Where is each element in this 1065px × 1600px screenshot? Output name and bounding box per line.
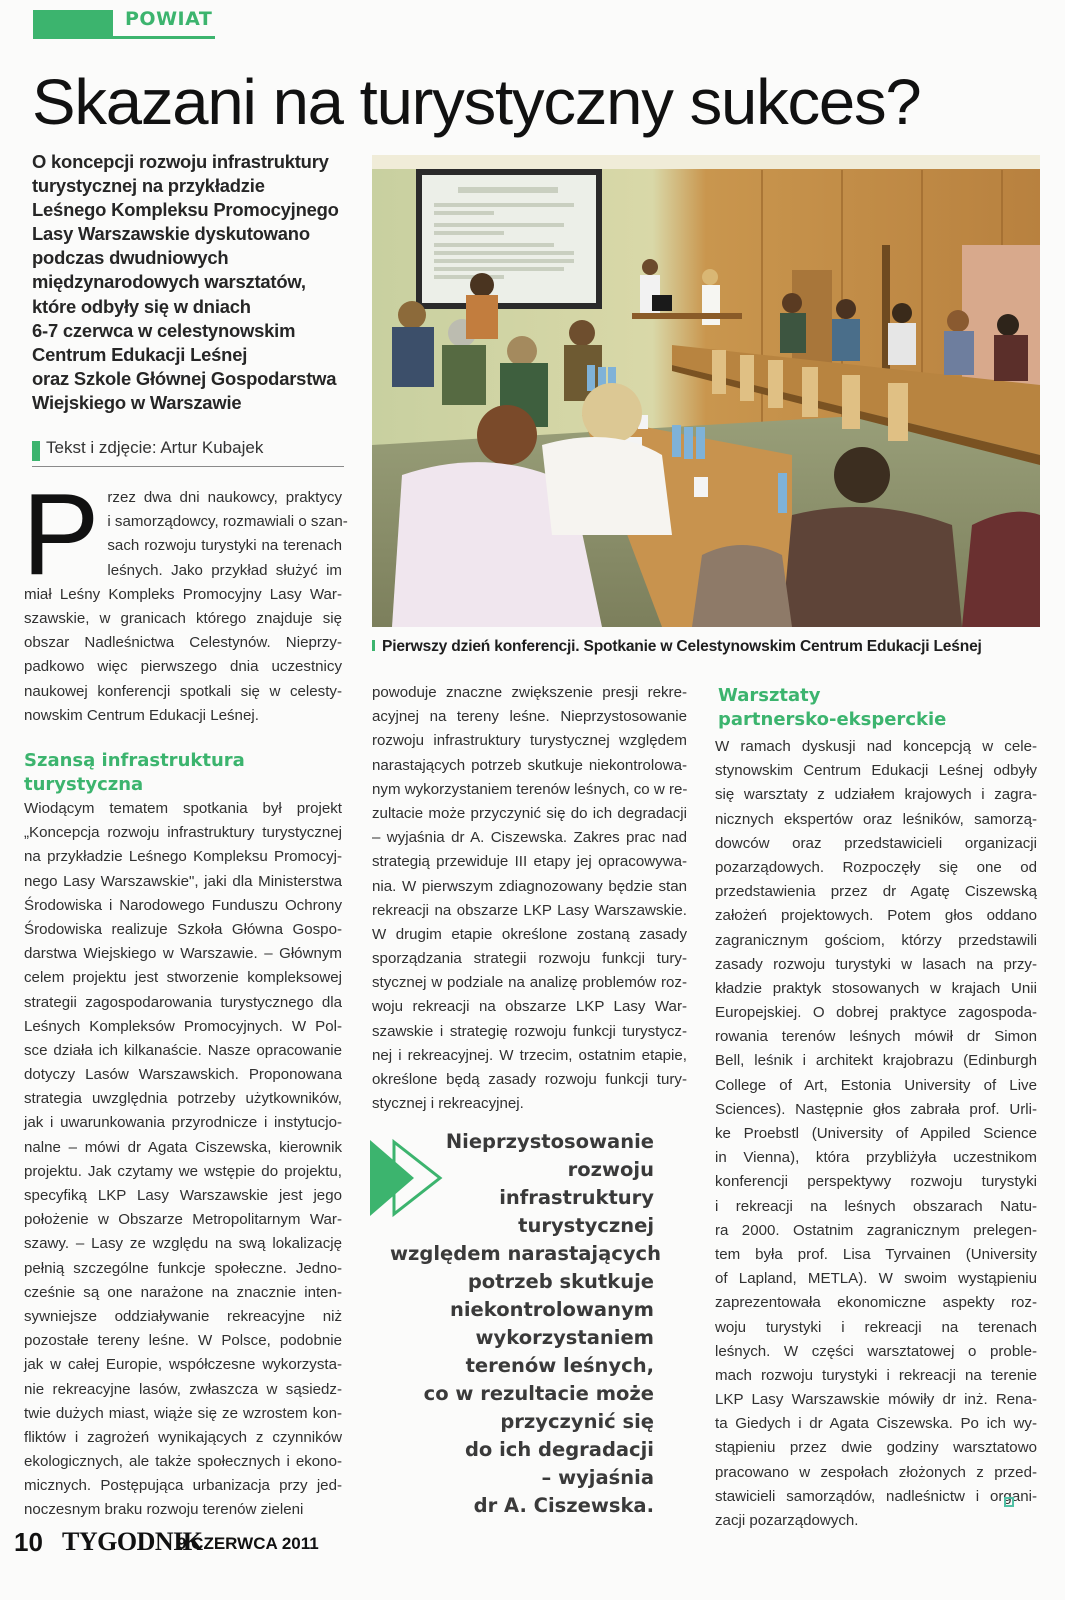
text-line: nego Lasy Warszawskie", jaki dla Ministerstwa — [24, 872, 342, 890]
text-line: na przykładzie Leśnego Kompleksu Promocyj- — [24, 848, 342, 866]
text-line: nicznych ekspertów oraz leśników, samorzą- — [715, 810, 1037, 828]
text-line: Europejskiej. O dobrej praktyce zagospoda- — [715, 1004, 1037, 1022]
publication-logo: TYGODNIK — [62, 1527, 203, 1556]
text-line: szawskie, w granicach którego znajduje się — [24, 609, 342, 627]
section-color-bar — [33, 10, 113, 36]
text-line: stycznej w podziale na analizę problemów roz- — [372, 974, 687, 992]
text-line: specyfiką LKP Lasy Warszawskie jest jego — [24, 1187, 342, 1204]
subheading-infrastructure — [24, 749, 245, 797]
text-line: padkowo więc pierwszego dnia uczestnicy — [24, 658, 342, 676]
conference-photo — [372, 155, 1040, 627]
text-line: nej i rekreacyjnej. W trzecim, ostatnim etapie, — [372, 1046, 687, 1064]
text-line: leśnych. Jako przykład służyć im — [107, 561, 342, 579]
text-line: strategia uwzględnia potrzeby użytkowników, — [24, 1090, 342, 1108]
photo-caption — [372, 638, 1052, 656]
text-line: nowskim Centrum Edukacji Leśnej. — [24, 706, 259, 724]
subheading-line: Szansą infrastruktura — [24, 750, 245, 771]
intro-paragraph — [22, 469, 348, 728]
subheading-line: turystyczna — [24, 774, 144, 795]
text-line: narastających potrzeb skutkuje niekontrolowa- — [372, 756, 687, 774]
lead-line: podczas dwudniowych — [32, 247, 229, 269]
text-line: strategii zagospodarowania turystycznego dla — [24, 993, 342, 1011]
page-number: 10 — [14, 1527, 43, 1557]
text-line: leśnych. W części warsztatowej o proble- — [715, 1342, 1037, 1360]
text-line: woju rekreacji na obszarze LKP Lasy War- — [372, 998, 687, 1016]
subheading-line: partnersko-eksperckie — [718, 709, 947, 730]
text-line: Sciences). Następnie głos zabrała prof. Urli- — [715, 1100, 1037, 1118]
column-3-body — [715, 735, 1037, 1533]
text-line: ta Giedych i dr Agata Ciszewska. Po ich wy- — [715, 1415, 1037, 1433]
text-line: sce działa ich kilkanaście. Nasze opracowanie — [24, 1041, 342, 1059]
pull-quote-line: względem narastających — [390, 1242, 661, 1265]
text-line: pełnią szczególne funkcje społeczne. Jedno- — [24, 1259, 342, 1277]
text-line: stawicieli samorządów, nadleśnictw i organi- — [715, 1487, 1037, 1505]
section-underline — [33, 36, 215, 39]
text-line: acyjnej na tereny leśne. Nieprzystosowanie — [372, 708, 687, 726]
text-line: noczesnym braku rozwoju terenów zieleni — [24, 1501, 304, 1519]
text-line: jak i uwarunkowania przyrodnicze i instytucjo- — [24, 1114, 342, 1132]
conference-room-illustration — [372, 155, 1040, 627]
text-line: celem projektu jest stworzenie kompleksowej — [24, 969, 342, 987]
text-line: strategią przewiduje III etapy jej opracowywa- — [372, 853, 687, 871]
caption-marker — [372, 640, 375, 651]
text-line: i samorządowcy, rozmawiali o szan- — [107, 513, 348, 531]
person-plaid-shirt — [782, 507, 962, 627]
caption-text: Pierwszy dzień konferencji. Spotkanie w Celestynowskim Centrum Edukacji Leśnej — [382, 638, 982, 655]
text-line: nie rekreacyjne lasów, zwłaszcza w sąsiedz- — [24, 1380, 342, 1398]
text-line: – wyjaśnia dr A. Ciszewska. Zakres prac nad — [372, 829, 687, 847]
text-line: tem była prof. Lisa Tyrvainen (University — [715, 1245, 1037, 1263]
issue-date: 9 CZERWCA 2011 — [177, 1534, 319, 1553]
projector-screen — [422, 175, 596, 303]
pull-quote-line: terenów leśnych, — [465, 1354, 654, 1377]
text-line: sywniejsze oddziaływanie rekreacyjne niż — [24, 1307, 342, 1325]
text-line: ekologicznych, ale także społecznych i ekono- — [24, 1453, 342, 1471]
byline-text: Tekst i zdjęcie: Artur Kubajek — [46, 438, 264, 457]
column-1-body — [24, 797, 342, 1523]
text-line: Bell, leśnik i architekt krajobrazu (Edinburgh — [715, 1052, 1037, 1070]
lead-line: oraz Szkole Głównej Gospodarstwa — [32, 367, 337, 389]
text-line: darstwa Wiejskiego w Warszawie. – Głównym — [24, 945, 342, 963]
lead-line: które odbyły się w dniach — [32, 295, 251, 317]
text-line: nia. W pierwszym zdiagnozowany będzie stan — [372, 877, 687, 895]
pull-quote-line: potrzeb skutkuje — [467, 1270, 654, 1293]
pull-quote — [390, 1128, 661, 1520]
article-lead — [32, 150, 362, 415]
text-line: szawy. – Lasy ze względu na swą lokalizację — [24, 1235, 342, 1253]
text-line: „Koncepcja rozwoju infrastruktury turystycznej — [24, 824, 342, 842]
text-line: Wiodącym tematem spotkania był projekt — [24, 800, 342, 817]
text-line: dowców oraz przedstawicieli organizacji — [715, 834, 1037, 852]
pull-quote-line: co w rezultacie może — [423, 1382, 654, 1405]
text-line: of Lapland, METLA). W swoim wystąpieniu — [715, 1270, 1037, 1288]
lead-line: Wiejskiego w Warszawie — [32, 391, 242, 413]
text-line: Środowiska realizuje Szkoła Główna Gospo- — [24, 920, 342, 938]
text-line: szawskie i strategię rozwoju funkcji turystycz- — [372, 1022, 687, 1040]
text-line: stynowskim Centrum Edukacji Leśnej odbyły — [715, 762, 1037, 780]
text-line: zagranicznym gościom, którzy przedstawili — [715, 931, 1037, 949]
pull-quote-line: wykorzystaniem — [475, 1326, 654, 1349]
byline — [32, 438, 344, 467]
pull-quote-line: dr A. Ciszewska. — [473, 1494, 654, 1517]
pull-quote-line: rozwoju — [567, 1158, 654, 1181]
text-line: zacji pozarządowych. — [715, 1512, 859, 1529]
section-label: POWIAT — [125, 8, 213, 30]
text-line: zultacie może przyczynić się do ich degradacji — [372, 804, 687, 822]
byline-marker — [32, 441, 40, 461]
pull-quote-line: do ich degradacji — [464, 1438, 654, 1461]
text-line: sach rozwoju turystyki na terenach — [107, 537, 342, 555]
lead-line: międzynarodowych warsztatów, — [32, 271, 306, 293]
pull-quote-line: – wyjaśnia — [541, 1466, 654, 1489]
pull-quote-line: przyczynić się — [500, 1410, 654, 1433]
text-line: rekreacji na obszarze LKP Lasy Warszawskie. — [372, 901, 687, 919]
pull-quote-line: infrastruktury — [499, 1186, 654, 1209]
text-line: powoduje znaczne zwiększenie presji rekre- — [372, 684, 687, 701]
text-line: i rekreacji na leśnych obszarach Natu- — [715, 1197, 1037, 1215]
text-line: W drugim etapie określone zostaną zasady — [372, 925, 687, 943]
text-line: miał Leśny Kompleks Promocyjny Lasy War- — [24, 585, 342, 603]
text-line: pracowano w zespołach złożonych z przed- — [715, 1463, 1037, 1481]
text-line: kładzie praktyk stosowanych w krajach Unii — [715, 979, 1037, 997]
text-line: położenie w Obszarze Metropolitarnym War- — [24, 1211, 342, 1229]
article-title: Skazani na turystyczny sukces? — [32, 66, 921, 138]
text-line: nalne – mówi dr Agata Ciszewska, kierownik — [24, 1138, 342, 1156]
text-line: sporządzania strategii rozwoju funkcji tury- — [372, 950, 687, 968]
text-line: zasady rozwoju turystyki w lasach na przy- — [715, 955, 1037, 973]
text-line: naukowej konferencji spotkali się w celesty- — [24, 682, 342, 700]
lead-line: Lasy Warszawskie dyskutowano — [32, 223, 310, 245]
subheading-line: Warsztaty — [718, 685, 821, 706]
text-line: obszar Nadleśnictwa Celestynów. Nieprzy- — [24, 634, 342, 652]
lead-line: Leśnego Kompleksu Promocyjnego — [32, 199, 339, 221]
text-line: ke Proebstl (University of Appiled Science — [715, 1125, 1037, 1142]
text-line: zaprezentowała ekonomiczne aspekty roz- — [715, 1294, 1037, 1312]
text-line: pozostałe tereny leśne. W Polsce, podobnie — [24, 1332, 342, 1350]
pull-quote-line: niekontrolowanym — [449, 1298, 654, 1321]
text-line: stycznej i rekreacyjnej. — [372, 1095, 524, 1113]
text-line: in Vienna), która przybliżyła uczestnikom — [715, 1149, 1037, 1167]
subheading-workshops — [718, 684, 946, 732]
text-line: przedstawienia przez dr Agatę Ciszewską — [715, 883, 1037, 901]
text-line: Środowiska i Narodowego Funduszu Ochrony — [24, 896, 342, 914]
text-line: Leśnych Kompleksów Promocyjnych. W Pol- — [24, 1017, 342, 1035]
text-line: określone będą zasady rozwoju funkcji tury- — [372, 1071, 687, 1088]
text-line: dotyczy Lasów Warszawskich. Proponowana — [24, 1066, 342, 1084]
text-line: projektu. Jak czytamy we wstępie do projektu, — [24, 1162, 342, 1180]
pull-quote-line: Nieprzystosowanie — [445, 1130, 654, 1153]
text-line: LKP Lasy Warszawskie mówiły dr inż. Rena- — [715, 1391, 1037, 1409]
drop-cap: P — [22, 469, 100, 599]
text-line: micznych. Postępująca urbanizacja przy jed- — [24, 1477, 342, 1495]
article-end-mark — [1004, 1497, 1014, 1507]
text-line: W ramach dyskusji nad koncepcją w cele- — [715, 738, 1037, 755]
text-line: rowania terenów leśnych mówił dr Simon — [715, 1028, 1037, 1046]
text-line: mach rozwoju turystyki i rekreacji na terenie — [715, 1366, 1037, 1384]
text-line: pozarządowych. Rozpoczęły się one od — [715, 858, 1037, 876]
text-line: fliktów i zagrożeń wynikających z czynników — [24, 1428, 342, 1446]
text-line: stąpieniu przez dwie godziny warsztatowo — [715, 1439, 1037, 1457]
text-line: jak w całej Europie, współczesne wykorzysta- — [24, 1356, 342, 1374]
text-line: rozwoju infrastruktury turystycznej względem — [372, 732, 687, 750]
text-line: twie dużych miast, wiąże się ze wzrostem kon- — [24, 1404, 342, 1422]
lead-line: turystycznej na przykładzie — [32, 175, 265, 197]
text-line: założeń projektowych. Potem głos oddano — [715, 907, 1037, 925]
text-line: konferencji perspektywy rozwoju turystyki — [715, 1173, 1037, 1191]
text-line: College of Art, Estonia University of Live — [715, 1076, 1037, 1094]
lead-line: Centrum Edukacji Leśnej — [32, 343, 248, 365]
text-line: nym wykorzystaniem terenów leśnych, co w re- — [372, 780, 688, 798]
pull-quote-line: turystycznej — [518, 1214, 654, 1237]
lead-line: O koncepcji rozwoju infrastruktury — [32, 151, 329, 172]
column-2-body — [372, 681, 687, 1116]
text-line: się warsztaty z udziałem krajowych i zagra- — [715, 786, 1037, 804]
text-line: rzez dwa dni naukowcy, praktycy — [107, 489, 342, 506]
text-line: cześnie są one narażone na znacznie inten- — [24, 1283, 342, 1301]
lead-line: 6-7 czerwca w celestynowskim — [32, 319, 296, 341]
text-line: woju turystyki i rekreacji na terenach — [715, 1318, 1037, 1336]
text-line: ra 2000. Ostatnim zagranicznym prelegen- — [715, 1221, 1037, 1239]
